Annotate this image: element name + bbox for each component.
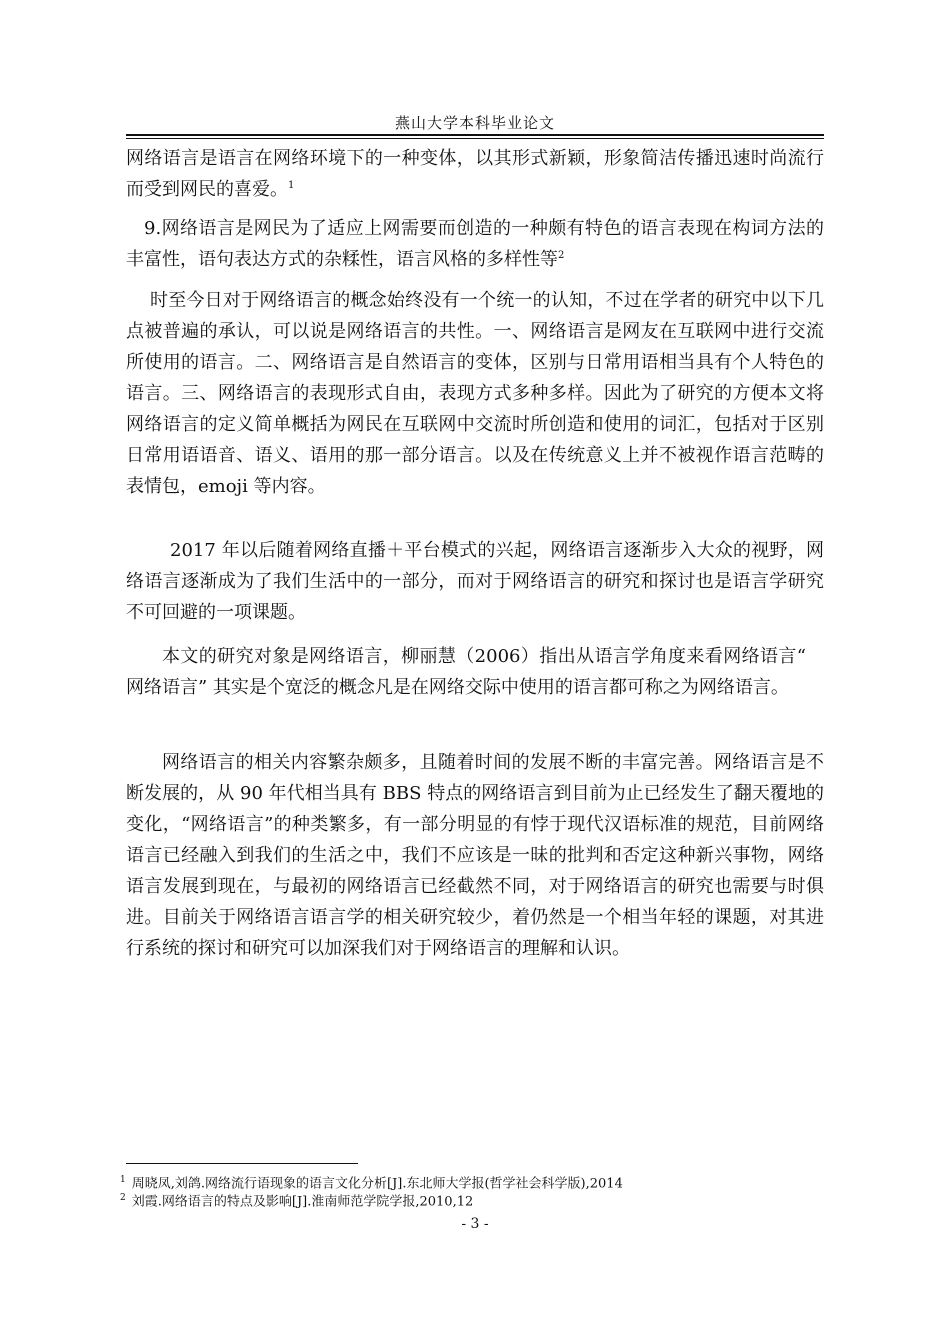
- footnote-ref-2: 2: [558, 250, 565, 261]
- paragraph-2: 9.网络语言是网民为了适应上网需要而创造的一种颇有特色的语言表现在构词方法的丰富性，语句表达方式的杂糅性，语言风格的多样性等$^2$: [126, 218, 824, 270]
- footnote-text-1: 周晓凤,刘鸽.网络流行语现象的语言文化分析[J].东北师大学报(哲学社会科学版),2014: [131, 1176, 623, 1192]
- footnote-2: [120, 1190, 473, 1210]
- paragraph-3: 时至今日对于网络语言的概念始终没有一个统一的认知，不过在学者的研究中以下几点被普遍的承认，可以说是网络语言的共性。一、网络语言是网友在互联网中进行交流所使用的语言。二、网络语言是自然语言的变体，区别与日常用语相当具有个人特色的语言。三、网络语言的表现形式自由，表现方式多种多样。因此为了研究的方便本文将网络语言的定义简单概括为网民在互联网中交流时所创造和使用的词汇，包括对于区别日常用语语音、语义、语用的那一部分语言。以及在传统意义上并不被视作语言范畴的表情包，emoji 等内容。: [126, 290, 824, 497]
- footnote-ref-1: 1: [288, 180, 295, 191]
- page-header-title: 燕山大学本科毕业论文: [394, 114, 555, 132]
- footnote-text-2: 刘霞.网络语言的特点及影响[J].淮南师范学院学报,2010,12: [131, 1194, 474, 1210]
- paragraph-5: 本文的研究对象是网络语言，柳丽慧（2006）指出从语言学角度来看网络语言“ 网络语言” 其实是个宽泛的概念凡是在网络交际中使用的语言都可称之为网络语言。: [126, 646, 806, 698]
- page-number: - 3 -: [461, 1216, 489, 1232]
- footnote-mark-1: 1: [120, 1175, 126, 1185]
- header-rule-thick: [126, 134, 824, 136]
- paragraph-1: 网络语言是语言在网络环境下的一种变体，以其形式新颖，形象简洁传播迅速时尚流行而受到网民的喜爱。$^1$: [126, 148, 824, 200]
- footnote-separator: [126, 1163, 358, 1164]
- paragraph-6: 网络语言的相关内容繁杂颇多，且随着时间的发展不断的丰富完善。网络语言是不断发展的，从 90 年代相当具有 BBS 特点的网络语言到目前为止已经发生了翻天覆地的变化，“网络语言”的种类繁多，有一部分明显的有悖于现代汉语标准的规范，目前网络语言已经融入到我们的生活之中，我们不应该是一昧的批判和否定这种新兴事物，网络语言发展到现在，与最初的网络语言已经截然不同，对于网络语言的研究也需要与时俱进。目前关于网络语言语言学的相关研究较少，着仍然是一个相当年轻的课题，对其进行系统的探讨和研究可以加深我们对于网络语言的理解和认识。: [126, 752, 824, 959]
- header-rule-thin: [126, 138, 824, 139]
- footnote-mark-2: 2: [120, 1193, 126, 1203]
- paragraph-4: 2017 年以后随着网络直播＋平台模式的兴起，网络语言逐渐步入大众的视野，网络语言逐渐成为了我们生活中的一部分，而对于网络语言的研究和探讨也是语言学研究不可回避的一项课题。: [126, 540, 824, 623]
